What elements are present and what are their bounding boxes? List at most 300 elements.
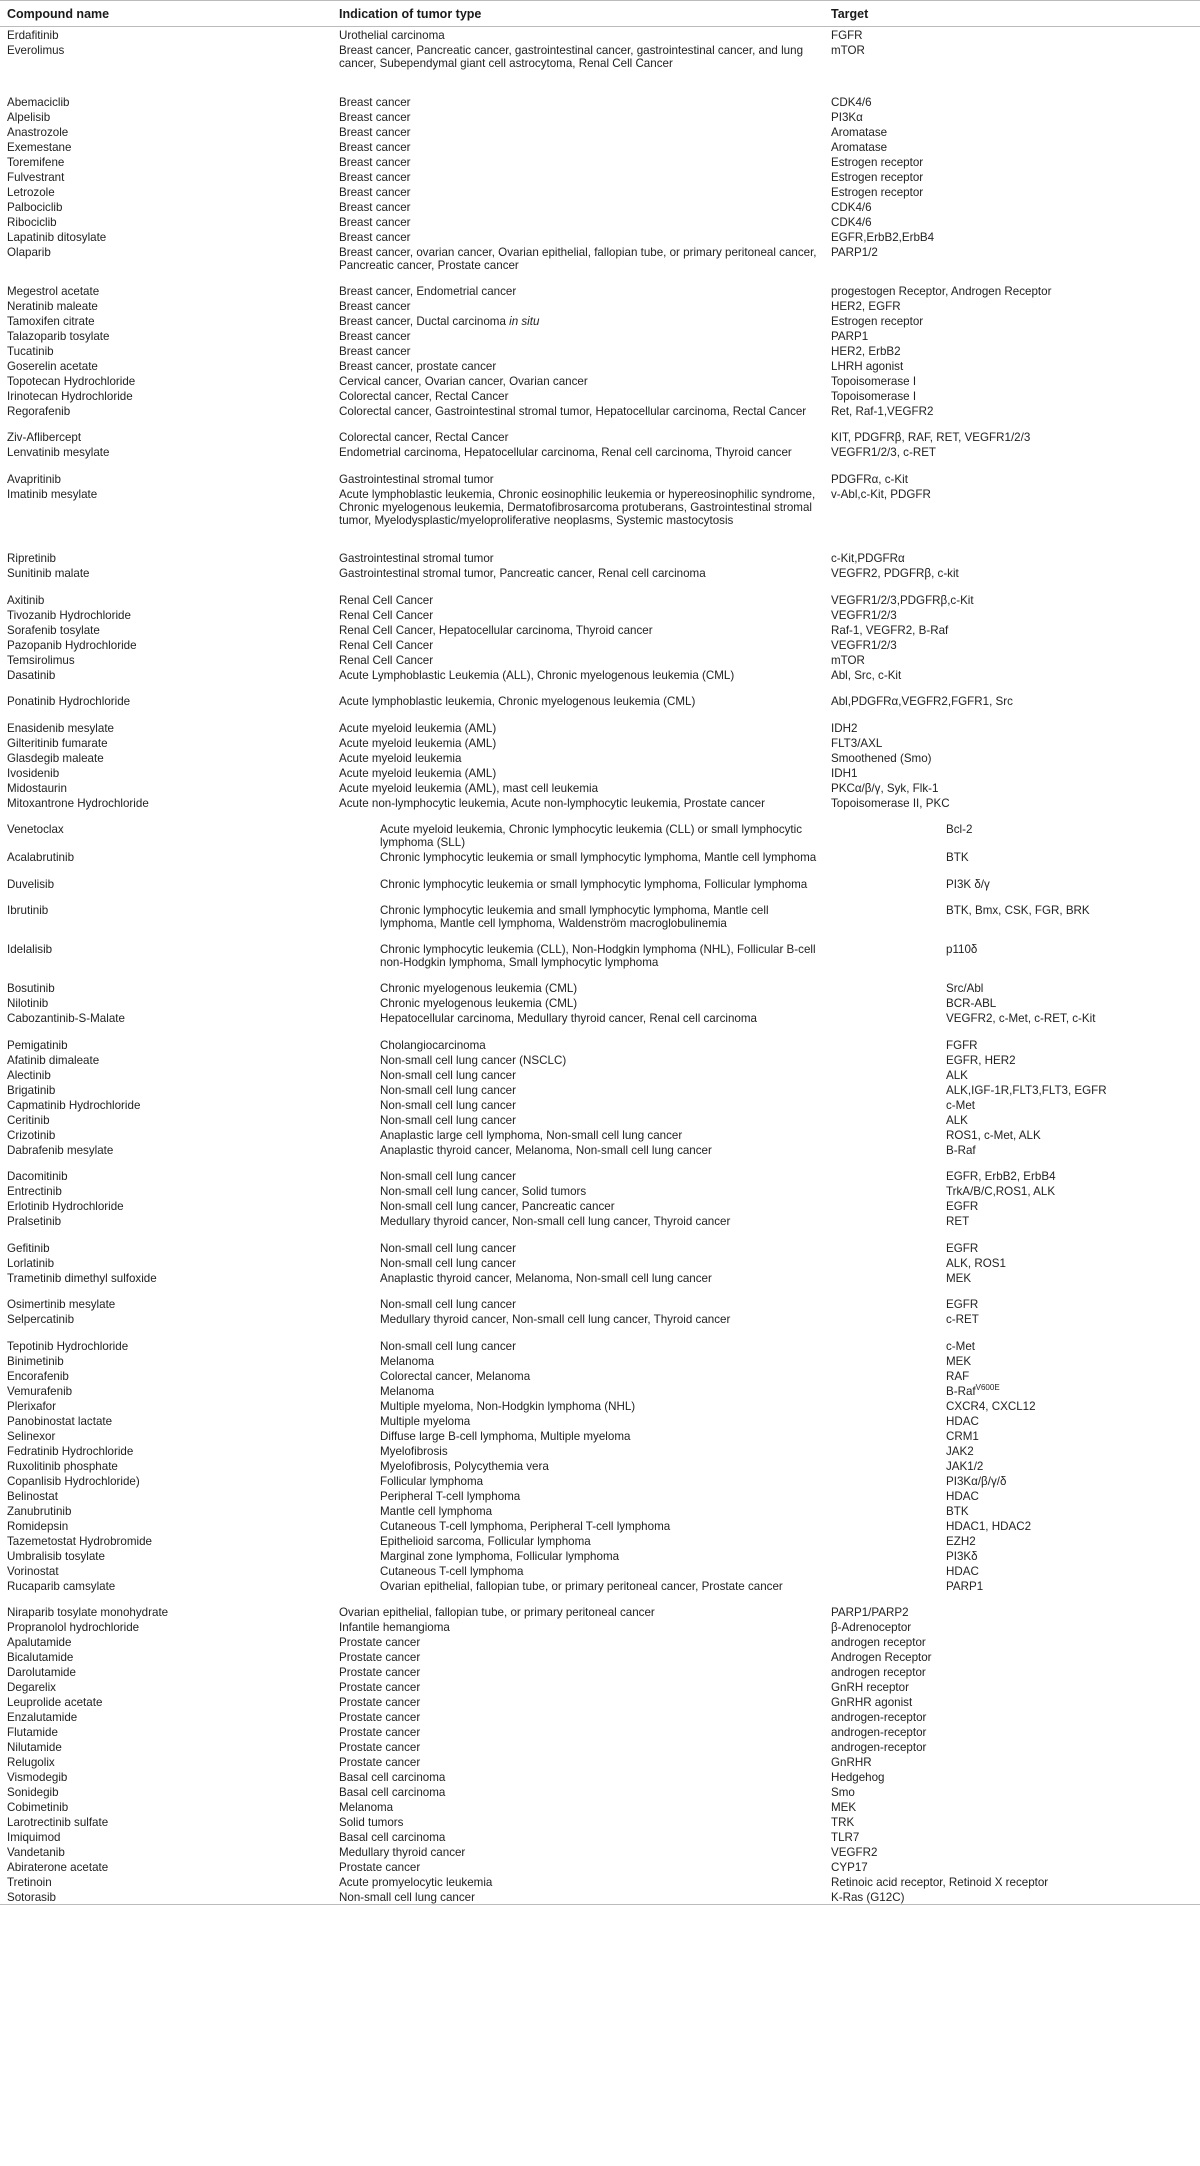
indication-cell <box>332 124 824 139</box>
compound-name-cell: Niraparib tosylate monohydrate <box>7 1606 169 1620</box>
indication-cell <box>332 1443 824 1458</box>
compound-name-cell: Toremifene <box>7 155 65 169</box>
indication-text: Cholangiocarcinoma <box>380 1038 486 1052</box>
table-row <box>0 1037 1200 1052</box>
target-text: IDH2 <box>831 721 858 735</box>
indication-cell <box>332 750 824 765</box>
indication-text: Melanoma <box>380 1384 435 1398</box>
indication-cell <box>332 283 824 298</box>
target-cell <box>824 592 1200 607</box>
compound-name-cell: Vandetanib <box>7 1846 65 1860</box>
target-cell <box>824 607 1200 622</box>
target-text: PKCα/β/γ, Syk, Flk-1 <box>831 781 939 795</box>
target-cell <box>824 1814 1200 1829</box>
compound-name-cell: Everolimus <box>7 44 65 57</box>
target-cell <box>824 1563 1200 1578</box>
compound-name-cell: Vemurafenib <box>7 1384 73 1398</box>
compound-name-cell: Anastrozole <box>7 125 69 139</box>
indication-cell <box>332 1112 824 1127</box>
indication-cell <box>332 1649 824 1664</box>
target-text: CDK4/6 <box>831 95 872 109</box>
indication-cell <box>332 622 824 637</box>
table-row <box>0 42 1200 94</box>
table-row <box>0 1619 1200 1634</box>
table-row <box>0 750 1200 765</box>
indication-text: Breast cancer <box>339 185 411 199</box>
indication-cell <box>332 313 824 328</box>
indication-cell <box>332 1578 824 1605</box>
indication-text: Breast cancer <box>339 140 411 154</box>
indication-text: Urothelial carcinoma <box>339 29 445 42</box>
indication-text: Breast cancer <box>339 344 411 358</box>
target-text: TLR7 <box>831 1831 860 1845</box>
target-cell <box>824 1383 1200 1398</box>
target-cell <box>824 1213 1200 1240</box>
target-cell <box>824 154 1200 169</box>
target-text: EGFR, HER2 <box>946 1053 1016 1067</box>
target-text: JAK2 <box>946 1444 974 1458</box>
target-cell <box>824 358 1200 373</box>
target-cell <box>824 1112 1200 1127</box>
table-row <box>0 124 1200 139</box>
compound-name-cell: Alpelisib <box>7 110 51 124</box>
target-text: KIT, PDGFRβ, RAF, RET, VEGFR1/2/3 <box>831 431 1031 445</box>
target-text: Estrogen receptor <box>831 185 924 199</box>
table-row <box>0 1518 1200 1533</box>
indication-cell <box>332 1784 824 1799</box>
table-row <box>0 1353 1200 1368</box>
target-cell <box>824 1311 1200 1338</box>
target-text: Estrogen receptor <box>831 314 924 328</box>
indication-text: Chronic myelogenous leukemia (CML) <box>380 982 578 996</box>
target-text: HDAC1, HDAC2 <box>946 1519 1032 1533</box>
target-cell <box>824 27 1200 43</box>
table-row <box>0 1649 1200 1664</box>
compound-name-cell: Tivozanib Hydrochloride <box>7 608 131 622</box>
indication-cell <box>332 1799 824 1814</box>
table-row <box>0 444 1200 471</box>
table-row <box>0 1503 1200 1518</box>
indication-cell <box>332 1739 824 1754</box>
indication-cell <box>332 1097 824 1112</box>
target-cell <box>824 795 1200 822</box>
target-text: androgen receptor <box>831 1666 926 1680</box>
indication-cell <box>332 1859 824 1874</box>
compound-name-cell: Tazemetostat Hydrobromide <box>7 1534 152 1548</box>
target-cell <box>824 244 1200 283</box>
target-cell <box>824 780 1200 795</box>
indication-text: Prostate cancer <box>339 1666 421 1680</box>
indication-cell <box>332 1664 824 1679</box>
table-row <box>0 1067 1200 1082</box>
indication-cell <box>332 1127 824 1142</box>
compound-name-cell: Propranolol hydrochloride <box>7 1621 140 1635</box>
target-text: Smoothened (Smo) <box>831 751 932 765</box>
indication-cell <box>332 1168 824 1183</box>
indication-cell <box>332 139 824 154</box>
target-cell <box>824 1518 1200 1533</box>
table-row <box>0 1578 1200 1605</box>
target-cell <box>824 1296 1200 1311</box>
table-row <box>0 735 1200 750</box>
compound-name-cell: Leuprolide acetate <box>7 1696 103 1710</box>
indication-text: Marginal zone lymphoma, Follicular lymphoma <box>380 1549 620 1563</box>
target-cell <box>824 1338 1200 1353</box>
table-row <box>0 637 1200 652</box>
target-text: Hedgehog <box>831 1771 885 1785</box>
indication-cell <box>332 229 824 244</box>
target-cell <box>824 550 1200 565</box>
indication-cell <box>332 876 824 903</box>
compound-name-cell: Nilutamide <box>7 1741 62 1755</box>
target-text: Abl,PDGFRα,VEGFR2,FGFR1, Src <box>831 695 1013 709</box>
indication-text: Chronic myelogenous leukemia (CML) <box>380 997 578 1011</box>
indication-cell <box>332 1458 824 1473</box>
compound-name-cell: Lapatinib ditosylate <box>7 230 107 244</box>
indication-cell <box>332 720 824 735</box>
table-row <box>0 765 1200 780</box>
table-row <box>0 1844 1200 1859</box>
target-text: PI3Kα <box>831 110 863 124</box>
compound-name-cell: Bosutinib <box>7 982 55 996</box>
target-text: progestogen Receptor, Androgen Receptor <box>831 284 1052 298</box>
indication-cell <box>332 1874 824 1889</box>
target-text: GnRHR agonist <box>831 1696 913 1710</box>
table-row <box>0 1604 1200 1619</box>
target-text: Topoisomerase I <box>831 374 917 388</box>
target-text: Abl, Src, c-Kit <box>831 668 902 682</box>
target-cell <box>824 1398 1200 1413</box>
indication-cell <box>332 1296 824 1311</box>
indication-text: Non-small cell lung cancer <box>380 1113 516 1127</box>
target-cell <box>824 1604 1200 1619</box>
indication-cell <box>332 902 824 941</box>
table-row <box>0 1799 1200 1814</box>
compound-name-cell: Nilotinib <box>7 997 49 1011</box>
indication-cell <box>332 1037 824 1052</box>
table-row <box>0 622 1200 637</box>
compound-name-cell: Cobimetinib <box>7 1801 69 1815</box>
compound-name-cell: Apalutamide <box>7 1636 72 1650</box>
target-text: androgen-receptor <box>831 1711 927 1725</box>
indication-text: Non-small cell lung cancer <box>339 1891 475 1905</box>
indication-text: Breast cancer <box>339 110 411 124</box>
table-row <box>0 139 1200 154</box>
compound-name-cell: Tretinoin <box>7 1876 52 1890</box>
target-cell <box>824 1724 1200 1739</box>
table-row <box>0 1428 1200 1443</box>
indication-cell <box>332 1353 824 1368</box>
target-cell <box>824 765 1200 780</box>
compound-name-cell: Erlotinib Hydrochloride <box>7 1200 124 1214</box>
indication-cell <box>332 388 824 403</box>
table-row <box>0 1709 1200 1724</box>
indication-text: Gastrointestinal stromal tumor <box>339 552 494 566</box>
compound-name-cell: Lenvatinib mesylate <box>7 446 110 460</box>
indication-cell <box>332 94 824 109</box>
target-cell <box>824 1889 1200 1905</box>
indication-text: Non-small cell lung cancer <box>380 1083 516 1097</box>
indication-text: Melanoma <box>380 1354 435 1368</box>
target-cell <box>824 1127 1200 1142</box>
compound-name-cell: Sotorasib <box>0 1889 332 1905</box>
compound-name-cell: Rucaparib camsylate <box>7 1579 116 1593</box>
compound-name-cell: Bicalutamide <box>7 1651 74 1665</box>
target-cell <box>824 1619 1200 1634</box>
compound-name-cell: Capmatinib Hydrochloride <box>7 1098 141 1112</box>
indication-text: Non-small cell lung cancer, Pancreatic cancer <box>380 1200 615 1214</box>
table-row <box>0 550 1200 565</box>
target-text: EGFR <box>946 1200 979 1214</box>
indication-cell <box>332 343 824 358</box>
compound-name-cell: Fulvestrant <box>7 170 65 184</box>
table-row <box>0 1082 1200 1097</box>
target-text: B-Raf <box>946 1143 976 1157</box>
indication-text: Non-small cell lung cancer, Solid tumors <box>380 1185 587 1199</box>
table-row <box>0 1097 1200 1112</box>
indication-cell <box>332 486 824 550</box>
compound-name-cell: Tucatinib <box>7 344 54 358</box>
compound-name-cell: Encorafenib <box>7 1369 69 1383</box>
target-text: HER2, ErbB2 <box>831 344 901 358</box>
target-text: c-RET <box>946 1313 979 1327</box>
target-cell <box>824 184 1200 199</box>
indication-cell <box>332 1311 824 1338</box>
target-cell <box>824 1097 1200 1112</box>
compound-name-cell: Olaparib <box>7 245 51 259</box>
table-row <box>0 1458 1200 1473</box>
indication-text: Breast cancer, ovarian cancer, Ovarian epithelial, fallopian tube, or primary peritoneal cancer, Pancreatic cancer, Prostate cancer <box>339 245 817 272</box>
indication-text: Anaplastic thyroid cancer, Melanoma, Non-small cell lung cancer <box>380 1143 712 1157</box>
target-cell <box>824 735 1200 750</box>
table-row <box>0 1634 1200 1649</box>
target-text: ALK <box>946 1068 968 1082</box>
indication-text: Gastrointestinal stromal tumor <box>339 472 494 486</box>
compound-name-cell: Pazopanib Hydrochloride <box>7 638 137 652</box>
indication-text: Medullary thyroid cancer, Non-small cell lung cancer, Thyroid cancer <box>380 1313 731 1327</box>
compound-name-cell: Flutamide <box>7 1726 58 1740</box>
compound-name-cell: Abiraterone acetate <box>7 1861 109 1875</box>
indication-text: Anaplastic thyroid cancer, Melanoma, Non-small cell lung cancer <box>380 1271 712 1285</box>
target-text: mTOR <box>831 653 865 667</box>
indication-cell <box>332 154 824 169</box>
table-row <box>0 1814 1200 1829</box>
target-cell <box>824 199 1200 214</box>
target-cell <box>824 876 1200 903</box>
indication-cell <box>332 184 824 199</box>
target-text: PDGFRα, c-Kit <box>831 472 908 486</box>
target-text: PI3Kα/β/γ/δ <box>946 1474 1007 1488</box>
indication-text: Chronic lymphocytic leukemia or small lymphocytic lymphoma, Mantle cell lymphoma <box>380 851 817 865</box>
indication-cell <box>332 980 824 995</box>
table-row <box>0 1368 1200 1383</box>
target-text: EGFR <box>946 1241 979 1255</box>
indication-text: Non-small cell lung cancer <box>380 1098 516 1112</box>
compound-name-cell: Sunitinib malate <box>7 567 90 581</box>
indication-text: Prostate cancer <box>339 1636 421 1650</box>
compound-name-cell: Plerixafor <box>7 1399 56 1413</box>
table-row <box>0 1533 1200 1548</box>
target-text: LHRH agonist <box>831 359 904 373</box>
target-cell <box>824 1709 1200 1724</box>
compound-name-cell: Fedratinib Hydrochloride <box>7 1444 134 1458</box>
indication-cell <box>332 565 824 592</box>
indication-cell <box>332 1634 824 1649</box>
target-text: CDK4/6 <box>831 200 872 214</box>
target-cell <box>824 139 1200 154</box>
target-cell <box>824 1784 1200 1799</box>
target-cell <box>824 403 1200 430</box>
indication-text: Renal Cell Cancer <box>339 653 434 667</box>
target-text: c-Kit,PDGFRα <box>831 552 905 566</box>
indication-text: Breast cancer <box>339 299 411 313</box>
indication-text: Multiple myeloma, Non-Hodgkin lymphoma (NHL) <box>380 1399 636 1413</box>
indication-text: Renal Cell Cancer <box>339 608 434 622</box>
table-row <box>0 995 1200 1010</box>
compound-name-cell: Glasdegib maleate <box>7 751 104 765</box>
indication-cell <box>332 1488 824 1503</box>
target-text: mTOR <box>831 44 865 57</box>
target-cell <box>824 229 1200 244</box>
indication-text: Myelofibrosis <box>380 1444 448 1458</box>
indication-text: Chronic lymphocytic leukemia and small lymphocytic lymphoma, Mantle cell lymphoma, Mantle cell lymphoma, Waldenström macroglobulinemia <box>380 904 769 931</box>
indication-text: Renal Cell Cancer <box>339 593 434 607</box>
indication-cell <box>332 444 824 471</box>
indication-text: Infantile hemangioma <box>339 1621 450 1635</box>
indication-cell <box>332 795 824 822</box>
target-cell <box>824 1844 1200 1859</box>
indication-cell <box>332 199 824 214</box>
table-row <box>0 27 1200 43</box>
table-row <box>0 1398 1200 1413</box>
indication-text: Diffuse large B-cell lymphoma, Multiple myeloma <box>380 1429 631 1443</box>
target-cell <box>824 1052 1200 1067</box>
indication-text: Breast cancer, Ductal carcinoma <box>339 314 506 328</box>
indication-cell <box>332 244 824 283</box>
indication-cell <box>332 1769 824 1784</box>
indication-cell <box>332 1052 824 1067</box>
target-cell <box>824 1488 1200 1503</box>
target-text: Src/Abl <box>946 982 984 996</box>
target-cell <box>824 169 1200 184</box>
table-row <box>0 184 1200 199</box>
table-row <box>0 849 1200 876</box>
table-row <box>0 941 1200 980</box>
indication-text: Breast cancer <box>339 95 411 109</box>
compound-name-cell: Ribociclib <box>7 215 57 229</box>
target-text: androgen receptor <box>831 1636 926 1650</box>
target-cell <box>824 1664 1200 1679</box>
indication-cell <box>332 667 824 694</box>
indication-cell <box>332 1213 824 1240</box>
target-cell <box>824 1859 1200 1874</box>
indication-text: Medullary thyroid cancer, Non-small cell lung cancer, Thyroid cancer <box>380 1215 731 1229</box>
table-row <box>0 373 1200 388</box>
table-row <box>0 1473 1200 1488</box>
table-row <box>0 429 1200 444</box>
target-text: FLT3/AXL <box>831 736 883 750</box>
table-row <box>0 1338 1200 1353</box>
target-cell <box>824 1578 1200 1605</box>
indication-cell <box>332 1183 824 1198</box>
table-row <box>0 486 1200 550</box>
target-text: RET <box>946 1215 970 1229</box>
compound-name-cell: Dabrafenib mesylate <box>7 1143 114 1157</box>
indication-text: Breast cancer, Endometrial cancer <box>339 284 517 298</box>
indication-text: Ovarian epithelial, fallopian tube, or primary peritoneal cancer, Prostate cancer <box>380 1579 783 1593</box>
indication-text: Acute myeloid leukemia <box>339 751 462 765</box>
compound-name-cell: Selinexor <box>7 1429 56 1443</box>
indication-cell <box>332 765 824 780</box>
indication-text: Prostate cancer <box>339 1726 421 1740</box>
table-row <box>0 902 1200 941</box>
table-row <box>0 298 1200 313</box>
table-row <box>0 1563 1200 1578</box>
indication-cell <box>332 1518 824 1533</box>
table-row <box>0 592 1200 607</box>
table-row <box>0 693 1200 720</box>
compound-name-cell: Sorafenib tosylate <box>7 623 100 637</box>
table-row <box>0 313 1200 328</box>
table-row <box>0 565 1200 592</box>
indication-cell <box>332 358 824 373</box>
indication-cell <box>332 1679 824 1694</box>
target-cell <box>824 1037 1200 1052</box>
indication-cell <box>332 1754 824 1769</box>
table-row <box>0 1874 1200 1889</box>
indication-cell <box>332 1413 824 1428</box>
indication-text: Basal cell carcinoma <box>339 1831 446 1845</box>
compound-name-cell: Enasidenib mesylate <box>7 721 114 735</box>
table-row <box>0 607 1200 622</box>
indication-text: Mantle cell lymphoma <box>380 1504 493 1518</box>
table-row <box>0 1052 1200 1067</box>
compound-name-cell: Venetoclax <box>7 823 64 837</box>
indication-cell <box>332 1844 824 1859</box>
indication-text: Cutaneous T-cell lymphoma <box>380 1564 524 1578</box>
indication-cell <box>332 1473 824 1488</box>
table-row <box>0 1769 1200 1784</box>
target-text: Topoisomerase I <box>831 389 917 403</box>
table-row <box>0 1679 1200 1694</box>
compound-name-cell: Umbralisib tosylate <box>7 1549 105 1563</box>
indication-text: Prostate cancer <box>339 1756 421 1770</box>
indication-text: Non-small cell lung cancer <box>380 1241 516 1255</box>
table-row <box>0 388 1200 403</box>
indication-cell <box>332 1889 824 1905</box>
target-text: Estrogen receptor <box>831 170 924 184</box>
compound-name-cell: Ziv-Aflibercept <box>7 431 82 445</box>
compound-name-cell: Talazoparib tosylate <box>7 329 110 343</box>
target-cell <box>824 849 1200 876</box>
target-text: VEGFR2, c-Met, c-RET, c-Kit <box>946 1012 1096 1026</box>
target-cell <box>824 1198 1200 1213</box>
indication-text: Basal cell carcinoma <box>339 1771 446 1785</box>
indication-text: Acute myeloid leukemia (AML), mast cell leukemia <box>339 781 599 795</box>
indication-cell <box>332 214 824 229</box>
target-cell <box>824 1739 1200 1754</box>
indication-cell <box>332 1724 824 1739</box>
target-cell <box>824 1548 1200 1563</box>
table-row <box>0 780 1200 795</box>
indication-text: Acute lymphoblastic leukemia, Chronic eosinophilic leukemia or hypereosinophilic syndrome, Chronic myelogenous leukemia, Dermatofibrosarcoma protuberans, Gastrointestinal stromal tumor, Myelodysplastic/myeloproliferative neoplasms, Systemic mastocytosis <box>339 487 816 527</box>
indication-cell <box>332 1198 824 1213</box>
compound-name-cell: Pralsetinib <box>7 1215 62 1229</box>
target-cell <box>824 1413 1200 1428</box>
target-text: p110δ <box>946 943 978 957</box>
target-text: RAF <box>946 1369 970 1383</box>
compound-name-cell: Degarelix <box>7 1681 56 1695</box>
